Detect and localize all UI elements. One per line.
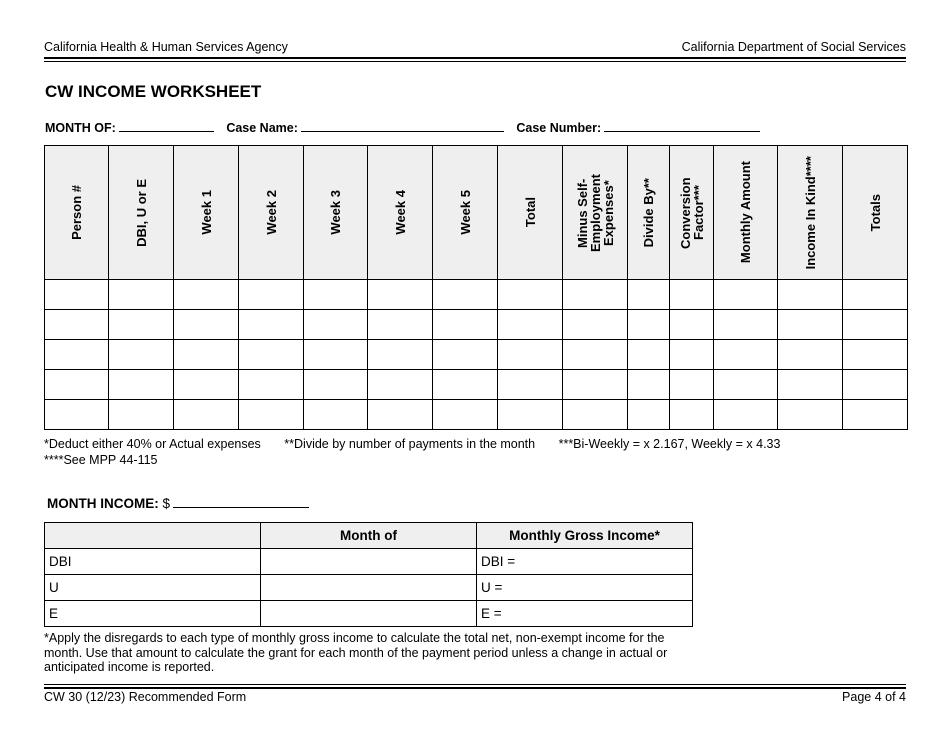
table-cell[interactable] xyxy=(714,310,778,340)
table-cell[interactable] xyxy=(304,280,368,310)
table-cell[interactable] xyxy=(239,370,304,400)
col-divide-by: Divide By** xyxy=(628,146,670,280)
note-mpp: ****See MPP 44-115 xyxy=(44,453,158,467)
table-cell[interactable] xyxy=(714,280,778,310)
dollar-sign: $ xyxy=(162,496,171,511)
gross-table-header-row xyxy=(45,523,693,549)
table-cell[interactable] xyxy=(174,280,239,310)
table-cell[interactable] xyxy=(304,310,368,340)
note-divide: **Divide by number of payments in the month xyxy=(284,437,536,451)
gross-col-monthly-gross-income: Monthly Gross Income* xyxy=(477,523,693,549)
table-cell[interactable] xyxy=(45,370,109,400)
table-cell[interactable] xyxy=(304,340,368,370)
table-cell[interactable] xyxy=(304,370,368,400)
table-cell[interactable] xyxy=(714,400,778,430)
table-cell[interactable] xyxy=(843,280,908,310)
table-cell[interactable] xyxy=(670,370,714,400)
table-cell[interactable] xyxy=(433,280,498,310)
income-type-cell: E xyxy=(45,601,261,627)
table-cell[interactable] xyxy=(778,370,843,400)
table-cell[interactable] xyxy=(843,310,908,340)
table-cell[interactable] xyxy=(109,280,174,310)
table-cell[interactable] xyxy=(778,340,843,370)
gross-col-type xyxy=(45,523,261,549)
income-table-header-row xyxy=(45,146,908,280)
income-type-cell: U xyxy=(45,575,261,601)
table-cell[interactable] xyxy=(563,400,628,430)
table-cell[interactable] xyxy=(670,400,714,430)
table-cell[interactable] xyxy=(498,280,563,310)
table-row xyxy=(45,340,908,370)
table-cell[interactable] xyxy=(843,400,908,430)
table-cell[interactable] xyxy=(670,310,714,340)
table-row xyxy=(45,601,693,627)
table-cell[interactable] xyxy=(109,310,174,340)
monthly-gross-income-table xyxy=(44,522,693,627)
table-cell[interactable] xyxy=(45,280,109,310)
gross-col-month-of: Month of xyxy=(261,523,477,549)
month-income-field xyxy=(47,495,309,511)
table-cell[interactable] xyxy=(368,310,433,340)
table-cell[interactable] xyxy=(628,400,670,430)
table-cell[interactable] xyxy=(714,340,778,370)
income-type-cell: DBI xyxy=(45,549,261,575)
case-name-input[interactable] xyxy=(301,119,504,132)
month-income-label: MONTH INCOME: xyxy=(47,496,159,511)
table-cell[interactable] xyxy=(368,370,433,400)
table-cell[interactable] xyxy=(433,310,498,340)
agency-name: California Health & Human Services Agency xyxy=(44,40,288,54)
table-row xyxy=(45,575,693,601)
month-of-cell[interactable] xyxy=(261,575,477,601)
table-cell[interactable] xyxy=(433,400,498,430)
table-cell[interactable] xyxy=(498,340,563,370)
header-rule-thick xyxy=(44,57,906,59)
table-cell[interactable] xyxy=(433,370,498,400)
col-total: Total xyxy=(498,146,563,280)
table-cell[interactable] xyxy=(45,400,109,430)
table-row xyxy=(45,280,908,310)
table-cell[interactable] xyxy=(843,370,908,400)
table-row xyxy=(45,310,908,340)
table-cell[interactable] xyxy=(778,280,843,310)
table-cell[interactable] xyxy=(563,310,628,340)
table-cell[interactable] xyxy=(174,340,239,370)
table-cell[interactable] xyxy=(778,310,843,340)
table-cell[interactable] xyxy=(174,400,239,430)
table-cell[interactable] xyxy=(670,340,714,370)
col-totals: Totals xyxy=(843,146,908,280)
department-name: California Department of Social Services xyxy=(681,40,906,54)
table-row xyxy=(45,400,908,430)
header-rule-thin xyxy=(44,61,906,62)
note-conversion: ***Bi-Weekly = x 2.167, Weekly = x 4.33 xyxy=(558,437,781,451)
month-of-input[interactable] xyxy=(119,119,214,132)
table-cell[interactable] xyxy=(714,370,778,400)
table-row xyxy=(45,370,908,400)
table-cell[interactable] xyxy=(109,400,174,430)
col-self-employment-expenses: Minus Self-Employment Expenses* xyxy=(563,146,628,280)
table-cell[interactable] xyxy=(239,310,304,340)
table-cell[interactable] xyxy=(239,400,304,430)
table-cell[interactable] xyxy=(45,340,109,370)
table-cell[interactable] xyxy=(174,310,239,340)
col-week-3: Week 3 xyxy=(304,146,368,280)
table-row xyxy=(45,549,693,575)
month-income-input[interactable] xyxy=(173,495,309,508)
table-cell[interactable] xyxy=(670,280,714,310)
table-cell[interactable] xyxy=(109,340,174,370)
col-dbi-u-e: DBI, U or E xyxy=(109,146,174,280)
month-of-cell[interactable] xyxy=(261,549,477,575)
form-id: CW 30 (12/23) Recommended Form xyxy=(44,690,247,704)
disregard-footnote: *Apply the disregards to each type of monthly gross income to calculate the total net, non-exempt income for the month. Use that amount to calculate the grant for each month of the payment period unless a change in actual or anticipated income is reported. xyxy=(44,631,668,674)
col-week-5: Week 5 xyxy=(433,146,498,280)
case-number-input[interactable] xyxy=(604,119,760,132)
gross-income-cell[interactable]: DBI = xyxy=(477,549,693,575)
table-cell[interactable] xyxy=(628,310,670,340)
col-monthly-amount: Monthly Amount xyxy=(714,146,778,280)
col-week-1: Week 1 xyxy=(174,146,239,280)
col-week-2: Week 2 xyxy=(239,146,304,280)
month-of-cell[interactable] xyxy=(261,601,477,627)
income-worksheet-table xyxy=(44,145,908,430)
table-cell[interactable] xyxy=(628,370,670,400)
footer-rule-thin xyxy=(44,684,906,685)
table-cell[interactable] xyxy=(563,340,628,370)
table-cell[interactable] xyxy=(628,340,670,370)
table-cell[interactable] xyxy=(498,400,563,430)
table-cell[interactable] xyxy=(843,340,908,370)
col-income-in-kind: Income In Kind**** xyxy=(778,146,843,280)
col-person-number: Person # xyxy=(45,146,109,280)
case-fields xyxy=(45,119,769,135)
table-cell[interactable] xyxy=(778,400,843,430)
table-cell[interactable] xyxy=(433,340,498,370)
table-cell[interactable] xyxy=(563,370,628,400)
table-cell[interactable] xyxy=(368,280,433,310)
table-cell[interactable] xyxy=(368,340,433,370)
table-cell[interactable] xyxy=(304,400,368,430)
table-cell[interactable] xyxy=(239,340,304,370)
month-of-label: MONTH OF: xyxy=(45,121,116,135)
gross-income-cell[interactable]: E = xyxy=(477,601,693,627)
note-deduct: *Deduct either 40% or Actual expenses xyxy=(44,437,261,451)
page-title: CW INCOME WORKSHEET xyxy=(45,82,262,101)
table-cell[interactable] xyxy=(239,280,304,310)
table-cell[interactable] xyxy=(498,370,563,400)
table-notes xyxy=(44,437,800,451)
table-cell[interactable] xyxy=(368,400,433,430)
case-name-label: Case Name: xyxy=(226,121,298,135)
case-number-label: Case Number: xyxy=(516,121,602,135)
gross-income-cell[interactable]: U = xyxy=(477,575,693,601)
col-conversion-factor: Conversion Factor*** xyxy=(670,146,714,280)
table-cell[interactable] xyxy=(498,310,563,340)
page-number: Page 4 of 4 xyxy=(842,690,906,704)
table-cell[interactable] xyxy=(563,280,628,310)
col-week-4: Week 4 xyxy=(368,146,433,280)
table-cell[interactable] xyxy=(174,370,239,400)
table-cell[interactable] xyxy=(628,280,670,310)
table-cell[interactable] xyxy=(109,370,174,400)
footer-rule-thick xyxy=(44,687,906,689)
table-cell[interactable] xyxy=(45,310,109,340)
